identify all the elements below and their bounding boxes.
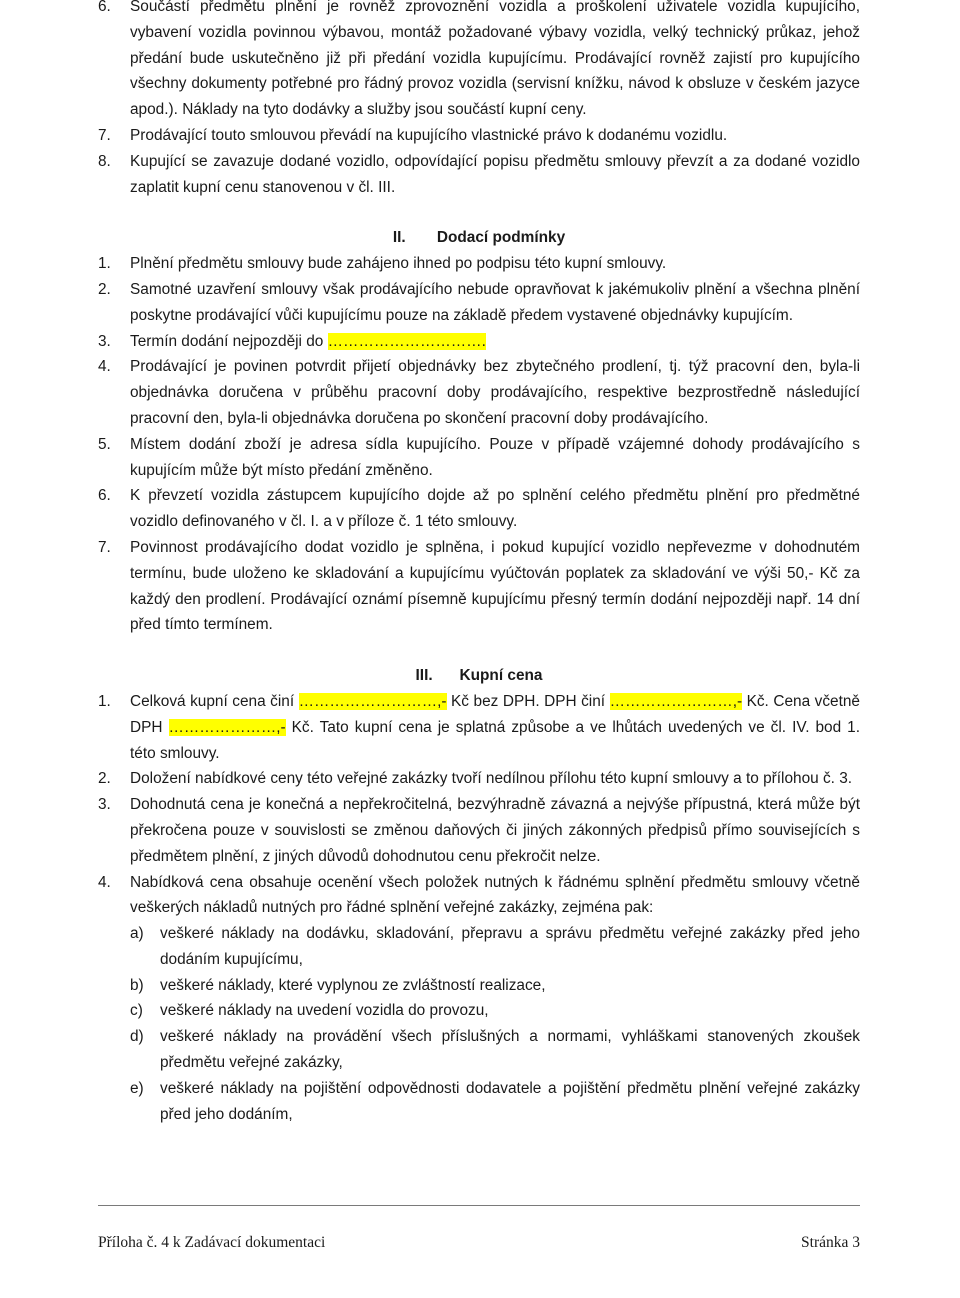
sub-item-letter: c): [130, 1002, 143, 1020]
sub-item-text: veškeré náklady, které vyplynou ze zvláštností realizace,: [160, 976, 546, 994]
item-number: 4.: [98, 358, 111, 376]
delivery-date-blank[interactable]: ………………………….: [327, 332, 486, 350]
item-number: 2.: [98, 280, 111, 298]
sub-item-letter: e): [130, 1079, 144, 1097]
list-item: [98, 535, 860, 638]
item-text: Místem dodání zboží je adresa sídla kupujícího. Pouze v případě vzájemné dohody prodávajícího s kupujícím může být místo předání změněno.: [130, 435, 860, 479]
sub-item-text: veškeré náklady na dodávku, skladování, přepravu a správu předmětu veřejné zakázky před jeho dodáním kupujícímu,: [160, 925, 860, 968]
item-text-part: Kč bez DPH. DPH činí: [446, 692, 610, 710]
list-item: [98, 329, 860, 355]
item-number: 6.: [98, 487, 111, 505]
sub-list-item: [130, 1024, 860, 1076]
item-number: 7.: [98, 126, 111, 144]
price-with-vat-blank[interactable]: …………………,-: [168, 718, 286, 736]
sub-item-letter: a): [130, 925, 144, 943]
list-item: [98, 123, 860, 149]
sub-item-text: veškeré náklady na pojištění odpovědnosti dodavatele a pojištění předmětu plnění veřejné zakázky před jeho dodáním,: [160, 1079, 860, 1123]
item-text-part: Termín dodání nejpozději do: [130, 332, 328, 350]
list-item: [98, 0, 860, 123]
sub-item-letter: d): [130, 1028, 144, 1046]
sub-list-item: [130, 973, 860, 999]
item-text: [130, 329, 860, 355]
vat-amount-blank[interactable]: ……………………,-: [609, 692, 743, 710]
item-number: 6.: [98, 0, 111, 15]
item-text: Doložení nabídkové ceny této veřejné zakázky tvoří nedílnou přílohu této kupní smlouvy a to přílohou č. 3.: [130, 770, 853, 788]
item-text: Dohodnutá cena je konečná a nepřekročitelná, bezvýhradně závazná a nejvýše přípustná, která může být překročena pouze v souvislosti se změnou daňových či jiných zákonných předpisů přímo souvisejících s předmětem plnění, z jiných důvodů dohodnutou cenu překročit nelze.: [130, 796, 860, 865]
item-text: Prodávající je povinen potvrdit přijetí objednávky bez zbytečného prodlení, tj. týž pracovní den, byla-li objednávka doručena v průběhu pracovní doby prodávajícího, respektive bezprostředně následující pracovní den, byla-li objednávka doručena po skončení pracovní doby prodávajícího.: [130, 358, 860, 427]
section-title: Dodací podmínky: [436, 229, 566, 247]
section-heading-dodaci-podminky: [98, 225, 860, 251]
section1-list: [98, 0, 860, 200]
item-number: 2.: [98, 770, 111, 788]
item-text: K převzetí vozidla zástupcem kupujícího dojde až po splnění celého předmětu plnění pro předmětné vozidlo definovaného v čl. I. a v příloze č. 1 této smlouvy.: [130, 487, 860, 531]
item-text-part: Kč. Cena včetně DPH: [130, 692, 860, 736]
footer-page-number: Stránka 3: [801, 1234, 860, 1251]
item-number: 3.: [98, 332, 111, 350]
item-text: Kupující se zavazuje dodané vozidlo, odpovídající popisu předmětu smlouvy převzít a za dodané vozidlo zaplatit kupní cenu stanovenou v čl. III.: [130, 152, 860, 196]
item-number: 5.: [98, 435, 111, 453]
page-content: [98, 0, 860, 1127]
item-text: Povinnost prodávajícího dodat vozidlo je splněna, i pokud kupující vozidlo nepřevezme v dohodnutém termínu, bude uloženo ke skladování a kupujícímu vyúčtován poplatek za skladování ve výši 50,- Kč za každý den prodlení. Prodávající oznámí písemně kupujícímu přesný termín dodání nejpozději např. 14 dní před tímto termínem.: [130, 538, 860, 634]
list-item: [98, 792, 860, 869]
page-footer: [98, 1234, 860, 1252]
section-number: III.: [415, 667, 433, 685]
item-text: Prodávající touto smlouvou převádí na kupujícího vlastnické právo k dodanému vozidlu.: [130, 126, 728, 144]
sub-list-item: [130, 921, 860, 973]
item-number: 1.: [98, 255, 111, 273]
item-text: [130, 689, 860, 766]
sub-list-item: [130, 998, 860, 1024]
item-text-part: Celková kupní cena činí: [130, 692, 299, 710]
item-text-part: Kč. Tato kupní cena je splatná způsobe a ve lhůtách uvedených ve čl. IV. bod 1. této smlouvy.: [130, 718, 860, 762]
section2-list: [98, 251, 860, 638]
list-item: [98, 277, 860, 329]
sub-item-text: veškeré náklady na provádění všech příslušných a normami, vyhláškami stanovených zkoušek předmětu veřejné zakázky,: [160, 1028, 860, 1072]
footer-document-label: Příloha č. 4 k Zadávací dokumentaci: [98, 1234, 326, 1251]
list-item: [98, 251, 860, 277]
item-text: Samotné uzavření smlouvy však prodávajícího nebude opravňovat k jakémukoliv plnění a všechna plnění poskytne prodávající vůči kupujícímu pouze na základě předem vystavené objednávky kupujícím.: [130, 280, 860, 324]
footer-divider: [98, 1205, 860, 1206]
section-heading-kupni-cena: [98, 663, 860, 689]
list-item: [98, 689, 860, 766]
section3-list: [98, 689, 860, 1128]
item-text: Plnění předmětu smlouvy bude zahájeno ihned po podpisu této kupní smlouvy.: [130, 255, 667, 273]
item-number: 4.: [98, 873, 111, 891]
item-text: Nabídková cena obsahuje ocenění všech položek nutných k řádnému splnění předmětu smlouvy včetně veškerých nákladů nutných pro řádné splnění veřejné zakázky, zejména pak:: [130, 873, 860, 917]
item-number: 1.: [98, 692, 111, 710]
item-number: 3.: [98, 796, 111, 814]
item-text: Součástí předmětu plnění je rovněž zprovoznění vozidla a proškolení uživatele vozidla kupujícího, vybavení vozidla povinnou výbavou, montáž požadované výbavy vozidla, velký technický průkaz, jehož předání bude uskutečněno již při předání vozidla kupujícímu. Prodávající rovněž zajistí pro kupujícího všechny dokumenty potřebné pro řádný provoz vozidla (servisní knížku, návod k obsluze v českém jazyce apod.). Náklady na tyto dodávky a služby jsou součástí kupní ceny.: [130, 0, 860, 119]
list-item: [98, 766, 860, 792]
list-item: [98, 354, 860, 431]
list-item: [98, 432, 860, 484]
sub-item-letter: b): [130, 976, 144, 994]
list-item: [98, 870, 860, 922]
item-number: 8.: [98, 152, 111, 170]
price-without-vat-blank[interactable]: ………………………,-: [298, 692, 447, 710]
sub-list-item: [130, 1076, 860, 1128]
list-item: [98, 483, 860, 535]
list-item: [98, 149, 860, 201]
section-title: Kupní cena: [459, 667, 543, 685]
item-number: 7.: [98, 538, 111, 556]
sub-item-text: veškeré náklady na uvedení vozidla do provozu,: [160, 1002, 489, 1020]
section-number: II.: [392, 229, 406, 247]
